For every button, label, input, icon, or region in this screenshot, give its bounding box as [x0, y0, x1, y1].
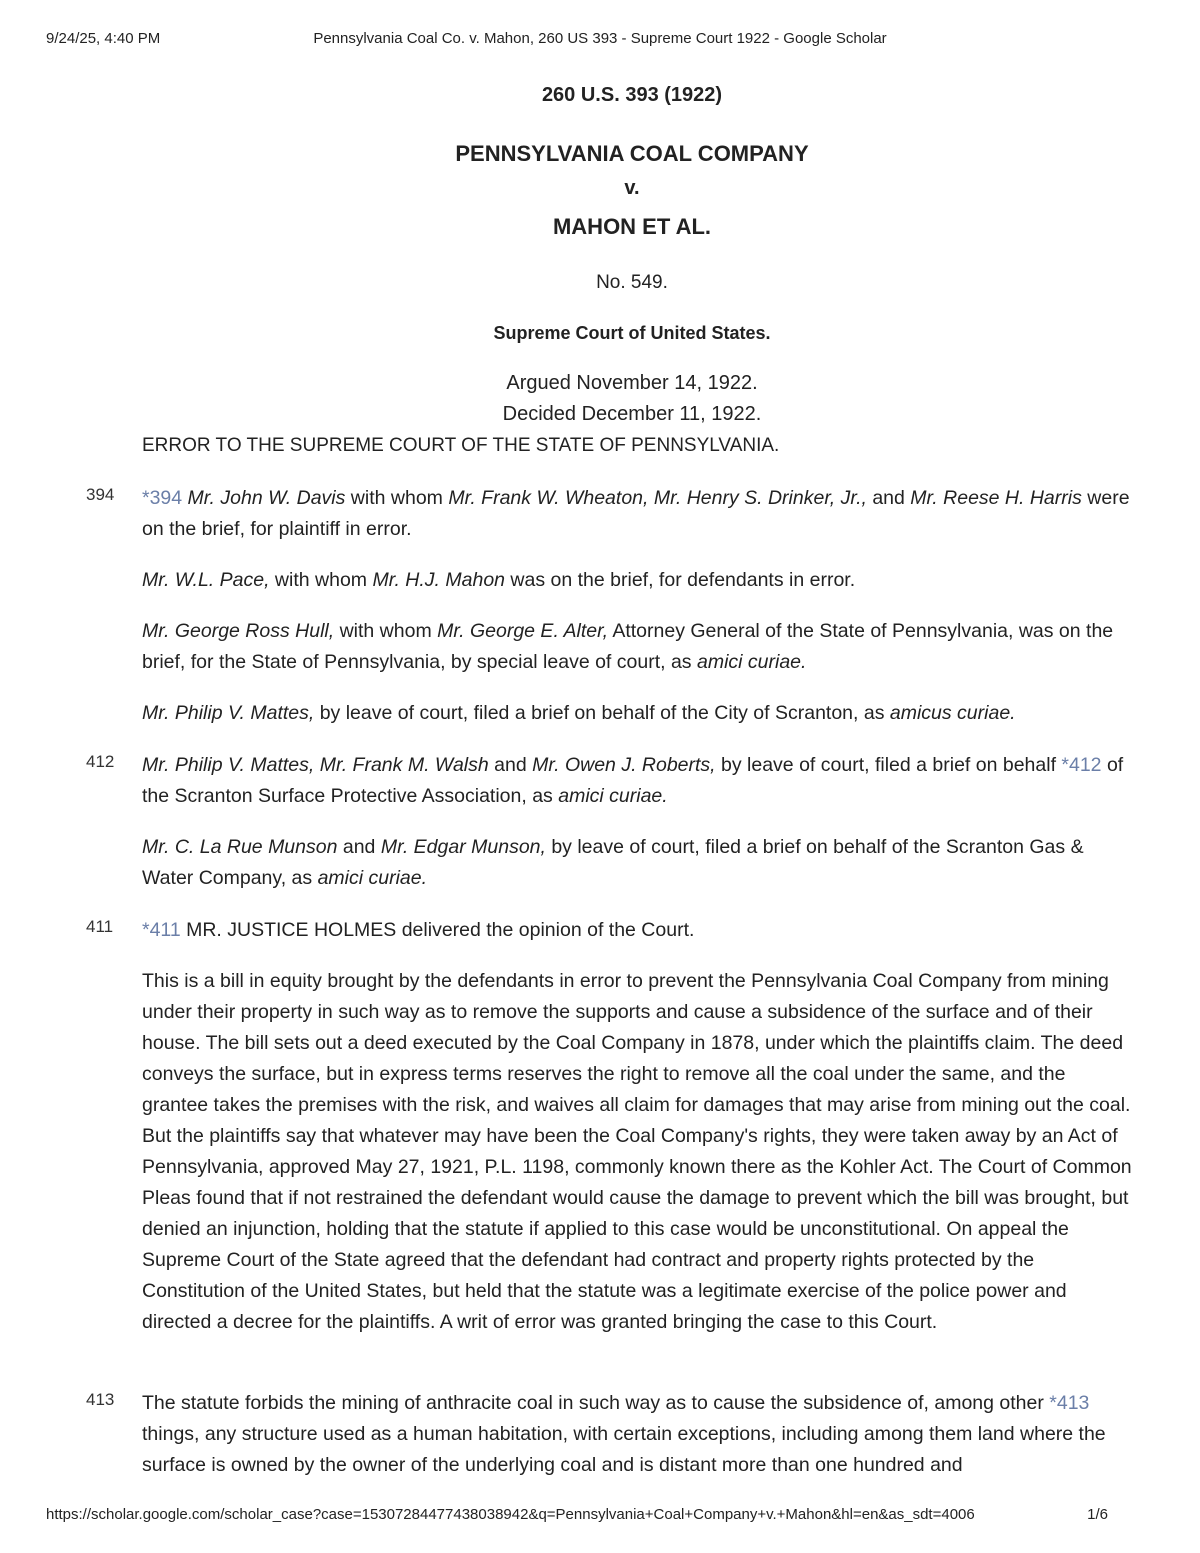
counsel-defendants: Mr. W.L. Pace, with whom Mr. H.J. Mahon was on the brief, for defendants in error.: [142, 569, 856, 591]
star-page-link[interactable]: *413: [1049, 1392, 1090, 1414]
margin-page-number[interactable]: 411: [86, 917, 114, 936]
counsel-name: Mr. W.L. Pace,: [142, 569, 270, 591]
counsel-name: Mr. Philip V. Mattes, Mr. Frank M. Walsh: [142, 754, 489, 776]
counsel-plaintiff: 394 *394 Mr. John W. Davis with whom Mr. Frank W. Wheaton, Mr. Henry S. Drinker, Jr., and Mr. Reese H. Harris were on the brief, for plaintiff in error.: [142, 483, 1132, 545]
docket-number: No. 549.: [596, 272, 668, 293]
print-footer: [46, 1506, 1154, 1526]
print-header: [46, 30, 1154, 50]
counsel-name: Mr. Reese H. Harris: [910, 487, 1082, 509]
star-page-link[interactable]: *394: [142, 487, 183, 509]
counsel-state: Mr. George Ross Hull, with whom Mr. George E. Alter, Attorney General of the State of Pennsylvania, was on the brief, for the State of Pennsylvania, by special leave of court, as amici curiae.: [142, 620, 1114, 673]
star-page-link[interactable]: *411: [142, 919, 181, 941]
opinion-paragraph: 413 The statute forbids the mining of anthracite coal in such way as to cause the subsidence of, among other *413 things, any structure used as a human habitation, with certain exceptions, including among them land where the surface is owned by the owner of the underlying coal and is distant more than one hundred and: [142, 1388, 1132, 1481]
plaintiff-name: PENNSYLVANIA COAL COMPANY: [455, 141, 809, 166]
margin-page-number[interactable]: 412: [86, 752, 115, 771]
print-title: Pennsylvania Coal Co. v. Mahon, 260 US 393 - Supreme Court 1922 - Google Scholar: [313, 30, 887, 47]
counsel-name: Mr. George E. Alter,: [437, 620, 608, 642]
counsel-name: Mr. John W. Davis: [187, 487, 346, 509]
counsel-city: Mr. Philip V. Mattes, by leave of court, filed a brief on behalf of the City of Scranton, as amicus curiae.: [142, 702, 1016, 724]
page-url: https://scholar.google.com/scholar_case?case=15307284477438038942&q=Pennsylvania+Coal+Company+v.+Mahon&hl=en&as_sdt=4006: [46, 1506, 975, 1523]
counsel-name: Mr. Frank W. Wheaton, Mr. Henry S. Drinker, Jr.,: [448, 487, 867, 509]
print-date: 9/24/25, 4:40 PM: [46, 30, 161, 47]
margin-page-number[interactable]: 413: [86, 1390, 115, 1409]
defendant-name: MAHON ET AL.: [552, 214, 712, 239]
court-name: Supreme Court of United States.: [493, 323, 771, 343]
counsel-name: Mr. George Ross Hull,: [142, 620, 335, 642]
page-number: 1/6: [1087, 1506, 1108, 1523]
versus: v.: [624, 177, 640, 199]
star-page-link[interactable]: *412: [1061, 754, 1102, 776]
counsel-name: Mr. Philip V. Mattes,: [142, 702, 315, 724]
counsel-gas-water: Mr. C. La Rue Munson and Mr. Edgar Munson, by leave of court, filed a brief on behalf of the Scranton Gas & Water Company, as amici curiae.: [142, 836, 1084, 889]
argued-date: Argued November 14, 1922.: [506, 372, 758, 394]
opinion-intro: 411 *411 MR. JUSTICE HOLMES delivered the opinion of the Court.: [142, 915, 1132, 946]
case-citation: 260 U.S. 393 (1922): [541, 84, 723, 106]
counsel-name: Mr. C. La Rue Munson: [142, 836, 338, 858]
opinion-paragraph: This is a bill in equity brought by the defendants in error to prevent the Pennsylvania Coal Company from mining under their property in such way as to remove the supports and cause a subsidence of the surface and of their house. The bill sets out a deed executed by the Coal Company in 1878, under which the plaintiffs claim. The deed conveys the surface, but in express terms reserves the right to remove all the coal under the same, and the grantee takes the premises with the risk, and waives all claim for damages that may arise from mining out the coal. But the plaintiffs say that whatever may have been the Coal Company's rights, they were taken away by an Act of Pennsylvania, approved May 27, 1921, P.L. 1198, commonly known there as the Kohler Act. The Court of Common Pleas found that if not restrained the defendant would cause the damage to prevent which the bill was brought, but denied an injunction, holding that the statute if applied to this case would be unconstitutional. On appeal the Supreme Court of the State agreed that the defendant had contract and property rights protected by the Constitution of the United States, but held that the statute was a legitimate exercise of the police power and directed a decree for the plaintiffs. A writ of error was granted bringing the case to this Court.: [142, 970, 1132, 1333]
margin-page-number[interactable]: 394: [86, 485, 115, 504]
error-to-line: ERROR TO THE SUPREME COURT OF THE STATE OF PENNSYLVANIA.: [142, 435, 780, 456]
counsel-name: Mr. Owen J. Roberts,: [532, 754, 716, 776]
counsel-name: Mr. Edgar Munson,: [380, 836, 546, 858]
counsel-name: Mr. H.J. Mahon: [372, 569, 506, 591]
decided-date: Decided December 11, 1922.: [502, 403, 762, 425]
counsel-association: 412 Mr. Philip V. Mattes, Mr. Frank M. Walsh and Mr. Owen J. Roberts, by leave of court, filed a brief on behalf *412 of the Scranton Surface Protective Association, as amici curiae.: [142, 750, 1132, 812]
